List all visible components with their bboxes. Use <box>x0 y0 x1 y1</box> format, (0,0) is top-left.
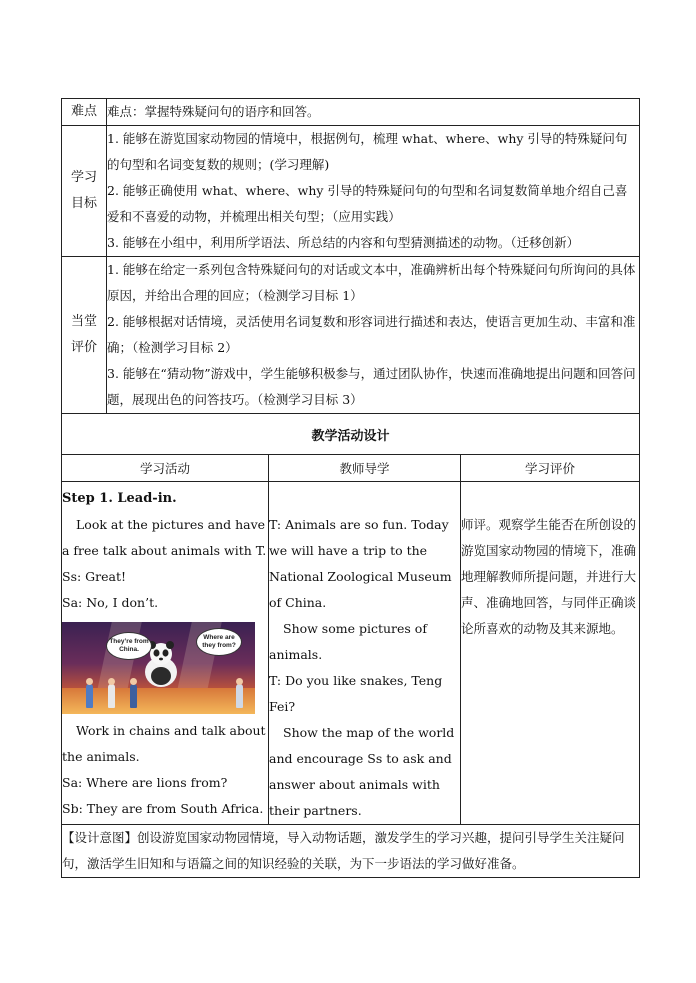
evaluation-item: 2. 能够根据对话情境，灵活使用名词复数和形容词进行描述和表达，使语言更加生动、丰富和准确；（检测学习目标 2） <box>107 314 636 355</box>
activity-line: Look at the pictures and have a free talk about animals with T. <box>62 517 267 558</box>
evaluation-content <box>107 257 640 414</box>
evaluation-row <box>62 257 640 414</box>
student-figure <box>236 684 243 708</box>
step1-teacher <box>269 482 461 825</box>
evaluation-label <box>62 257 107 414</box>
step1-row <box>62 482 640 825</box>
speech-bubble-left: They’re from China. <box>106 632 152 660</box>
activity-line: Sa: Where are lions from? <box>62 775 228 790</box>
student-figure <box>130 684 137 708</box>
goals-content <box>107 126 640 257</box>
design-title: 教学活动设计 <box>62 414 640 455</box>
evaluation-item: 3. 能够在“猜动物”游戏中，学生能够积极参与，通过团队协作，快速而准确地提出问题和回答问题，展现出色的问答技巧。（检测学习目标 3） <box>107 366 636 407</box>
goals-label-line2: 目标 <box>70 196 97 211</box>
design-header-row <box>62 455 640 482</box>
step1-assessment <box>461 482 640 825</box>
header-assessment: 学习评价 <box>461 455 640 482</box>
difficulty-label: 难点 <box>62 99 107 126</box>
activity-line: Sa: No, I don’t. <box>62 595 159 610</box>
evaluation-label-line1: 当堂 <box>70 314 97 329</box>
zoo-stage-illustration <box>62 622 255 714</box>
activity-line: Work in chains and talk about the animals. <box>62 723 266 764</box>
goals-label <box>62 126 107 257</box>
design-intent: 【设计意图】创设游览国家动物园情境，导入动物话题，激发学生的学习兴趣，提问引导学生关注疑问句，激活学生旧知和与语篇之间的知识经验的关联，为下一步语法的学习做好准备。 <box>62 825 640 878</box>
difficulty-text: 难点：掌握特殊疑问句的语序和回答。 <box>107 99 640 126</box>
goal-item: 3. 能够在小组中，利用所学语法、所总结的内容和句型猜测描述的动物。（迁移创新） <box>107 235 580 250</box>
activity-line: Ss: Great! <box>62 569 127 584</box>
design-title-row <box>62 414 640 455</box>
teacher-line: T: Do you like snakes, Teng Fei? <box>269 673 443 714</box>
goals-row <box>62 126 640 257</box>
difficulty-row <box>62 99 640 126</box>
goal-item: 1. 能够在游览国家动物园的情境中，根据例句，梳理 what、where、why 引导的特殊疑问句的句型和名词变复数的规则；(学习理解) <box>107 131 628 172</box>
goal-item: 2. 能够正确使用 what、where、why 引导的特殊疑问句的句型和名词复数简单地介绍自己喜爱和不喜爱的动物，并梳理出相关句型；（应用实践） <box>107 183 628 224</box>
step1-activity <box>62 482 269 825</box>
goals-label-line1: 学习 <box>70 170 97 185</box>
assessment-text: 师评。观察学生能否在所创设的游览国家动物园的情境下，准确地理解教师所提问题，并进行大声、准确地回答，与同伴正确谈论所喜欢的动物及其来源地。 <box>461 517 637 636</box>
teacher-line: Show the map of the world and encourage Ss to ask and answer about animals with their partners. <box>269 725 455 818</box>
student-figure <box>86 684 93 708</box>
evaluation-label-line2: 评价 <box>70 340 97 355</box>
teacher-line: Show some pictures of animals. <box>269 621 427 662</box>
header-teacher: 教师导学 <box>269 455 461 482</box>
step1-title: Step 1. Lead-in. <box>62 491 177 506</box>
activity-line: Sb: They are from South Africa. <box>62 801 264 816</box>
speech-bubble-right: Where are they from? <box>196 628 242 656</box>
intent-row <box>62 825 640 878</box>
teacher-line: T: Animals are so fun. Today we will have a trip to the National Zoological Museum of China. <box>269 517 452 610</box>
lesson-plan-table <box>61 98 640 878</box>
evaluation-item: 1. 能够在给定一系列包含特殊疑问句的对话或文本中，准确辨析出每个特殊疑问句所询问的具体原因，并给出合理的回应；（检测学习目标 1） <box>107 262 636 303</box>
student-figure <box>108 684 115 708</box>
header-activity: 学习活动 <box>62 455 269 482</box>
